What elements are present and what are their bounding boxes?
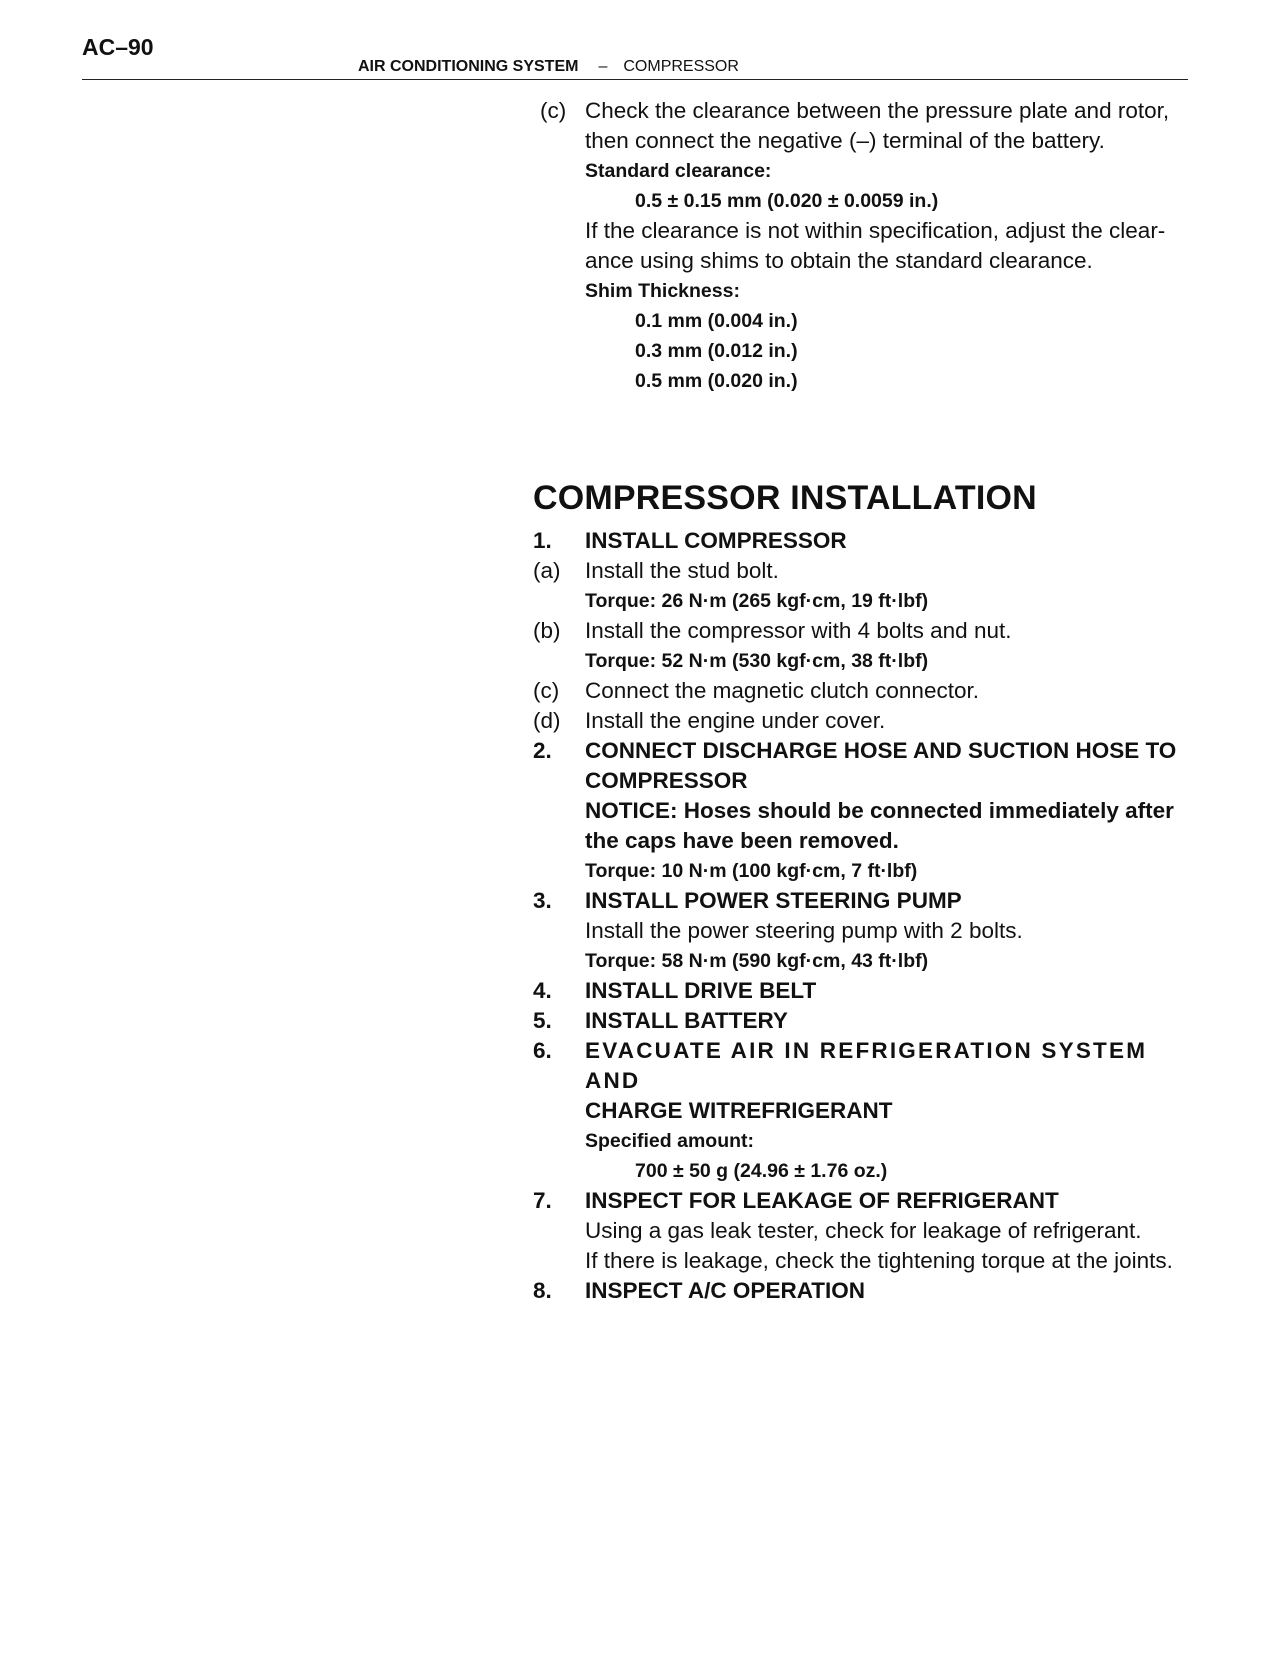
page-content — [533, 96, 1193, 1306]
step-title: INSPECT A/C OPERATION — [585, 1278, 866, 1303]
running-header — [358, 58, 739, 76]
notice — [533, 796, 1193, 826]
substep-label: (c) — [533, 678, 560, 703]
page-number: AC–90 — [82, 34, 154, 60]
step-heading — [533, 1036, 1193, 1096]
notice-text: the caps have been removed. — [585, 828, 899, 853]
step-heading — [533, 886, 1193, 916]
step-label: (c) — [540, 98, 567, 123]
step-title: INSTALL BATTERY — [585, 1008, 788, 1033]
substep-text: Install the engine under cover. — [585, 708, 886, 733]
step-title: CHARGE WITREFRIGERANT — [585, 1098, 893, 1123]
instruction-text — [533, 216, 1193, 246]
instruction-text — [533, 1246, 1193, 1276]
step-number: 8. — [533, 1278, 552, 1303]
instruction-line: ance using shims to obtain the standard clearance. — [585, 248, 1093, 273]
instruction-line: Install the power steering pump with 2 bolts. — [585, 918, 1023, 943]
step-title: COMPRESSOR — [585, 768, 748, 793]
step-heading — [533, 976, 1193, 1006]
step-number: 2. — [533, 738, 552, 763]
step-title: EVACUATE AIR IN REFRIGERATION SYSTEM AND — [585, 1038, 1148, 1093]
instruction-text — [533, 1216, 1193, 1246]
step-title: INSTALL DRIVE BELT — [585, 978, 817, 1003]
substep-text: Connect the magnetic clutch connector. — [585, 678, 979, 703]
substep — [533, 616, 1193, 646]
header-section: AIR CONDITIONING SYSTEM — [358, 58, 579, 75]
spec-value: 0.5 ± 0.15 mm (0.020 ± 0.0059 in.) — [635, 190, 939, 212]
header-rule — [82, 79, 1188, 80]
instruction-line: If there is leakage, check the tightening torque at the joints. — [585, 1248, 1173, 1273]
shim-value: 0.3 mm (0.012 in.) — [635, 340, 798, 362]
torque-spec: Torque: 52 N·m (530 kgf·cm, 38 ft·lbf) — [585, 650, 929, 672]
shim-value: 0.1 mm (0.004 in.) — [635, 310, 798, 332]
torque-spec: Torque: 26 N·m (265 kgf·cm, 19 ft·lbf) — [585, 590, 929, 612]
substep-label: (b) — [533, 618, 561, 643]
step-number: 7. — [533, 1188, 552, 1213]
substep-text: Install the stud bolt. — [585, 558, 779, 583]
step-title: CONNECT DISCHARGE HOSE AND SUCTION HOSE TO — [585, 738, 1177, 763]
torque-spec: Torque: 10 N·m (100 kgf·cm, 7 ft·lbf) — [585, 860, 918, 882]
step-heading — [533, 736, 1193, 766]
instruction-text — [533, 246, 1193, 276]
instruction-line: Using a gas leak tester, check for leakage of refrigerant. — [585, 1218, 1142, 1243]
instruction-text — [533, 916, 1193, 946]
substep — [533, 676, 1193, 706]
step-number: 3. — [533, 888, 552, 913]
step-text-continued — [533, 126, 1193, 156]
substep-text: Install the compressor with 4 bolts and nut. — [585, 618, 1012, 643]
spec-label: Standard clearance: — [585, 160, 772, 182]
step-heading-continued — [533, 1096, 1193, 1126]
step-title: INSTALL COMPRESSOR — [585, 528, 847, 553]
instruction-line: If the clearance is not within specification, adjust the clear- — [585, 218, 1166, 243]
torque-spec: Torque: 58 N·m (590 kgf·cm, 43 ft·lbf) — [585, 950, 929, 972]
clearance-step — [533, 96, 1193, 126]
step-text: then connect the negative (–) terminal of the battery. — [585, 128, 1105, 153]
substep — [533, 556, 1193, 586]
notice-text: NOTICE: Hoses should be connected immediately after — [585, 798, 1174, 823]
substep-label: (a) — [533, 558, 561, 583]
spec-label: Specified amount: — [585, 1130, 755, 1152]
step-number: 5. — [533, 1008, 552, 1033]
step-number: 1. — [533, 528, 552, 553]
notice — [533, 826, 1193, 856]
substep-label: (d) — [533, 708, 561, 733]
step-heading — [533, 1186, 1193, 1216]
step-title: INSTALL POWER STEERING PUMP — [585, 888, 962, 913]
header-separator: – — [598, 58, 608, 75]
step-heading — [533, 1006, 1193, 1036]
step-heading — [533, 1276, 1193, 1306]
section-title: COMPRESSOR INSTALLATION — [533, 479, 1037, 517]
spec-value: 700 ± 50 g (24.96 ± 1.76 oz.) — [635, 1160, 888, 1182]
shim-value: 0.5 mm (0.020 in.) — [635, 370, 798, 392]
substep — [533, 706, 1193, 736]
step-heading-continued — [533, 766, 1193, 796]
step-text: Check the clearance between the pressure plate and rotor, — [585, 98, 1170, 123]
header-subsection: COMPRESSOR — [623, 58, 739, 75]
step-number: 6. — [533, 1038, 552, 1063]
step-heading — [533, 526, 1193, 556]
step-title: INSPECT FOR LEAKAGE OF REFRIGERANT — [585, 1188, 1059, 1213]
spec-label: Shim Thickness: — [585, 280, 740, 302]
step-number: 4. — [533, 978, 552, 1003]
